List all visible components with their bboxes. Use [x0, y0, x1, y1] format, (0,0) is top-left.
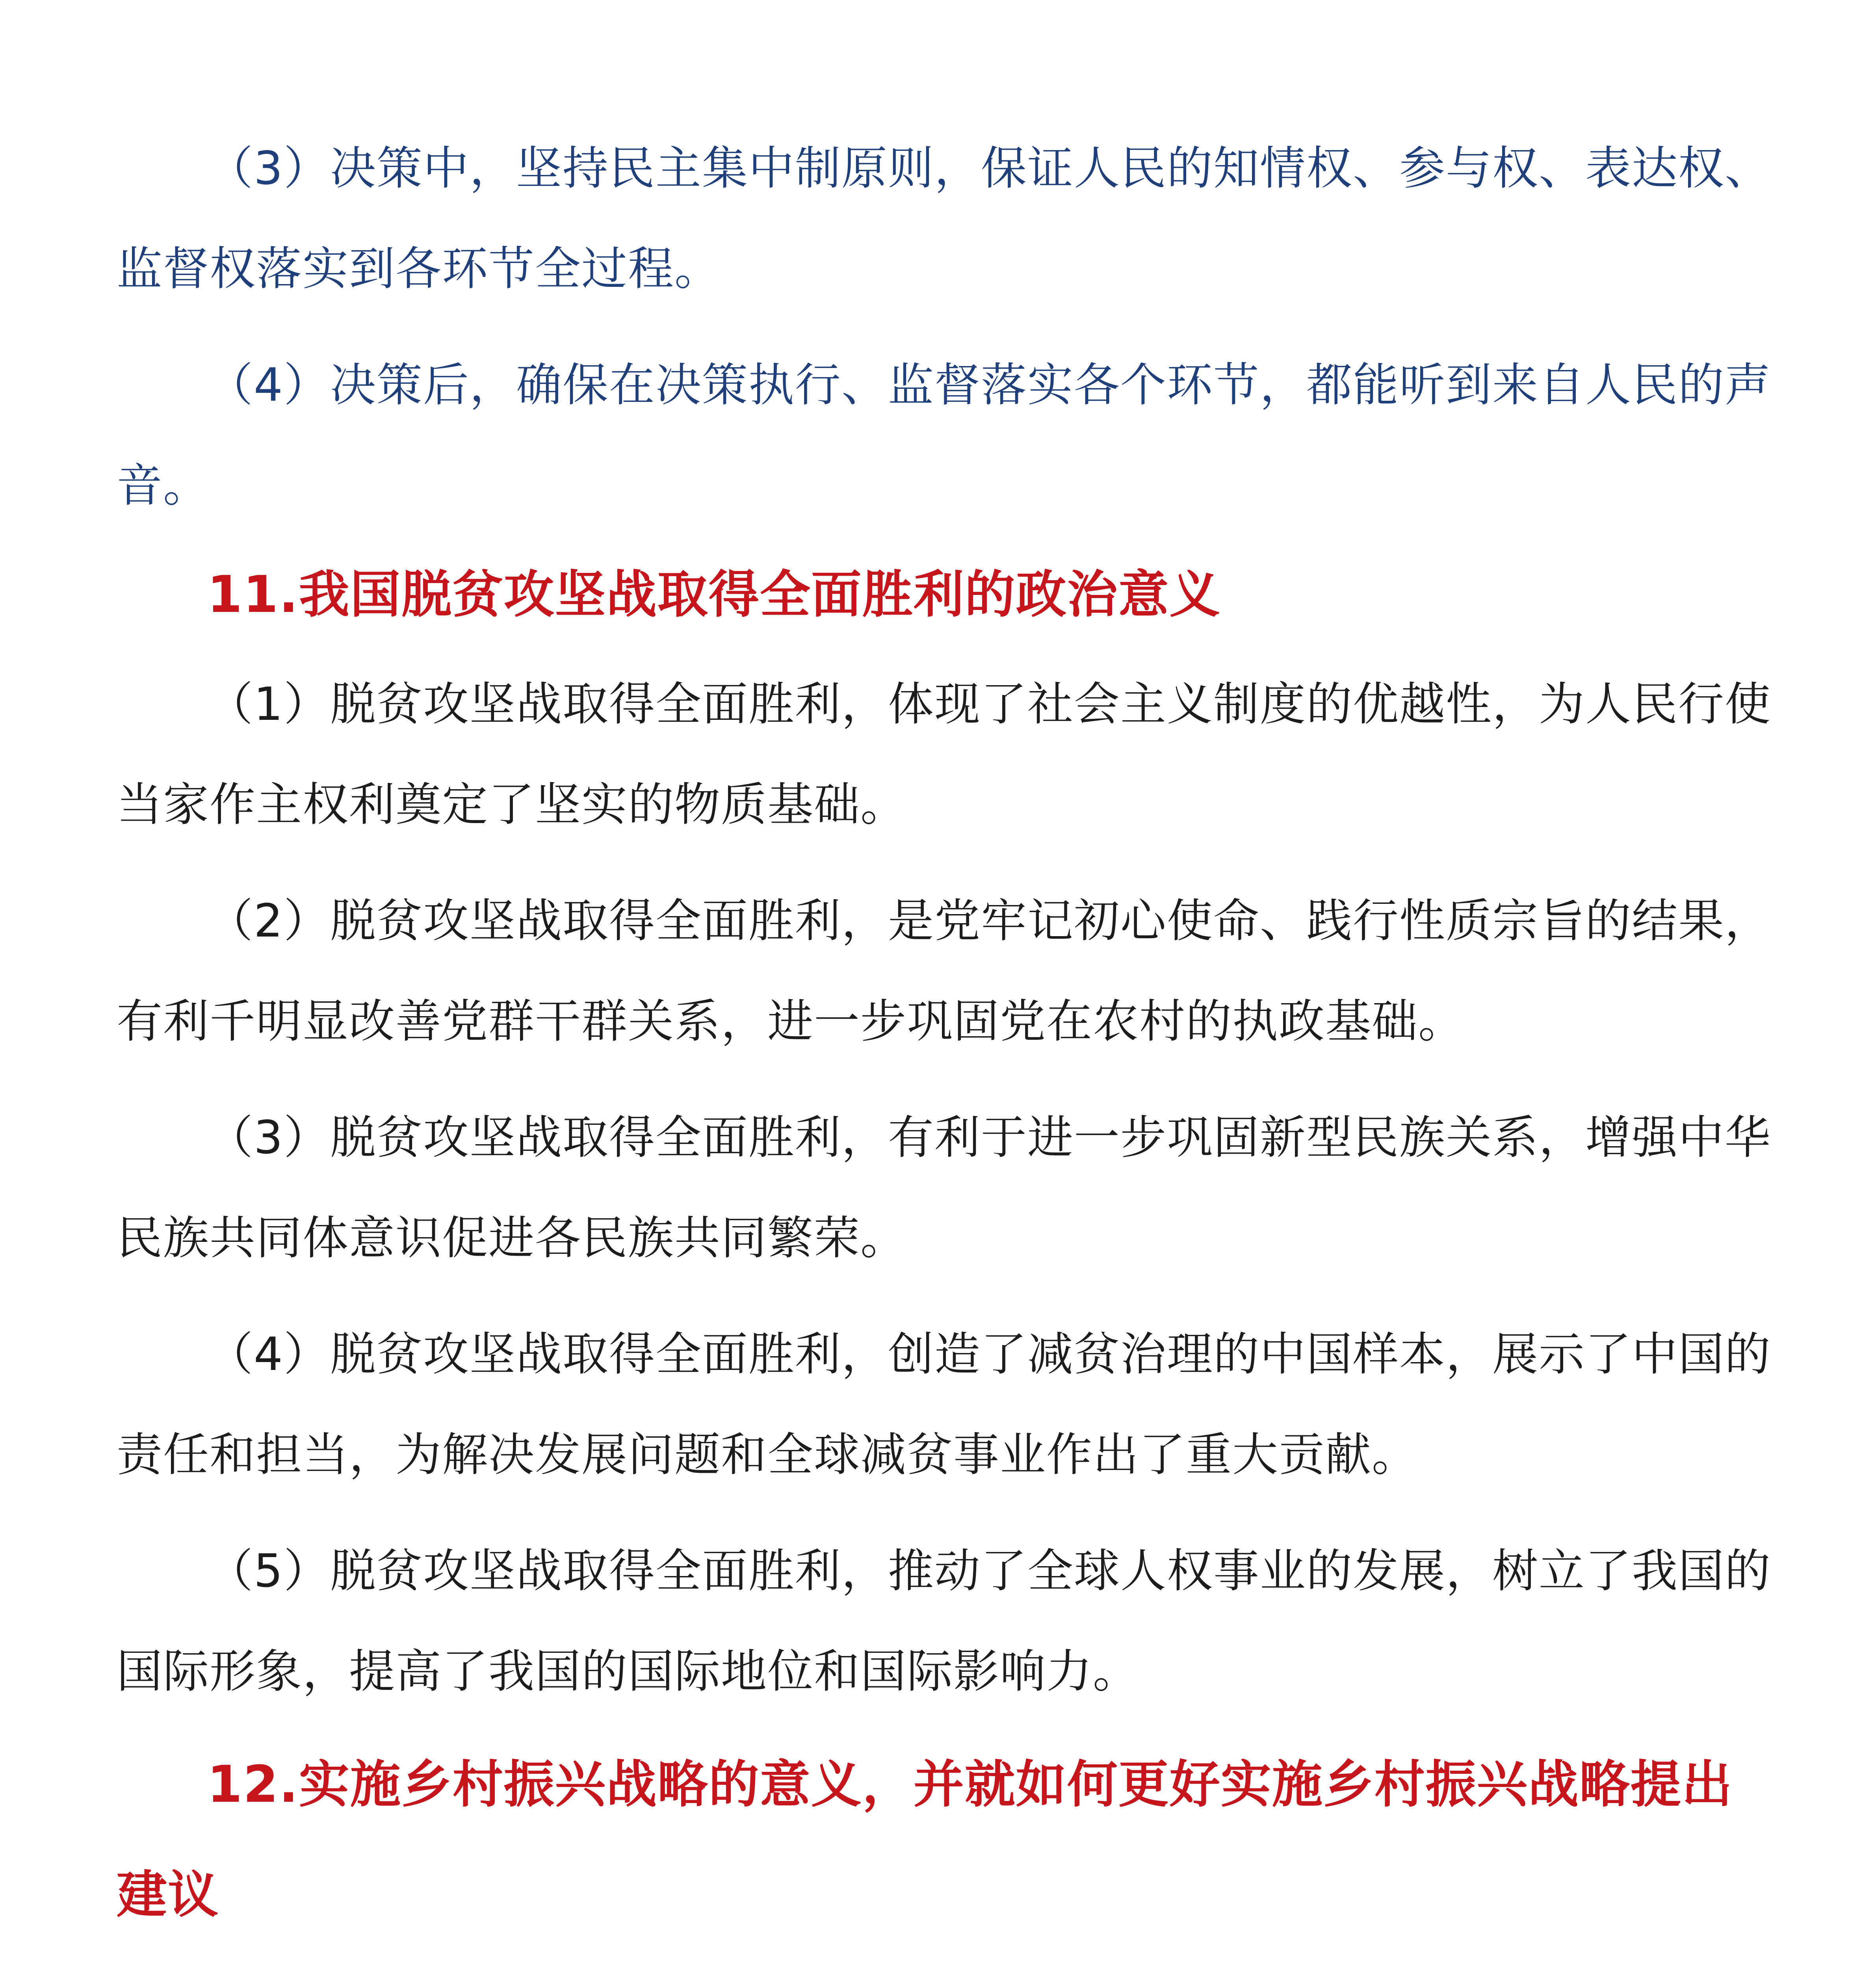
- section-11-item-5: （5）脱贫攻坚战取得全面胜利，推动了全球人权事业的发展，树立了我国的国际形象，提高了我国的国际地位和国际影响力。: [117, 1544, 1771, 1698]
- section-11-item-4: （4）脱贫攻坚战取得全面胜利，创造了减贫治理的中国样本，展示了中国的责任和担当，为解决发展问题和全球减贫事业作出了重大贡献。: [117, 1328, 1771, 1481]
- section-12-sub-label: [117, 1958, 1771, 1970]
- section-11-heading: 11.我国脱贫攻坚战取得全面胜利的政治意义: [207, 565, 1221, 624]
- section-11-item-1: （1）脱贫攻坚战取得全面胜利，体现了社会主义制度的优越性，为人民行使当家作主权利奠定了坚实的物质基础。: [117, 678, 1771, 831]
- paragraph-decision-after: （4）决策后，确保在决策执行、监督落实各个环节，都能听到来自人民的声音。: [117, 359, 1771, 512]
- section-11-item-2: （2）脱贫攻坚战取得全面胜利，是党牢记初心使命、践行性质宗旨的结果，有利千明显改善党群干群关系，进一步巩固党在农村的执政基础。: [117, 894, 1771, 1048]
- section-12-heading: 12.实施乡村振兴战略的意义，并就如何更好实施乡村振兴战略提出建议: [117, 1755, 1733, 1924]
- page-content: [117, 118, 1771, 1970]
- section-11-item-3: （3）脱贫攻坚战取得全面胜利，有利于进一步巩固新型民族关系，增强中华民族共同体意识促进各民族共同繁荣。: [117, 1111, 1771, 1265]
- paragraph-decision-during: （3）决策中，坚持民主集中制原则，保证人民的知情权、参与权、表达权、监督权落实到各环节全过程。: [117, 142, 1771, 296]
